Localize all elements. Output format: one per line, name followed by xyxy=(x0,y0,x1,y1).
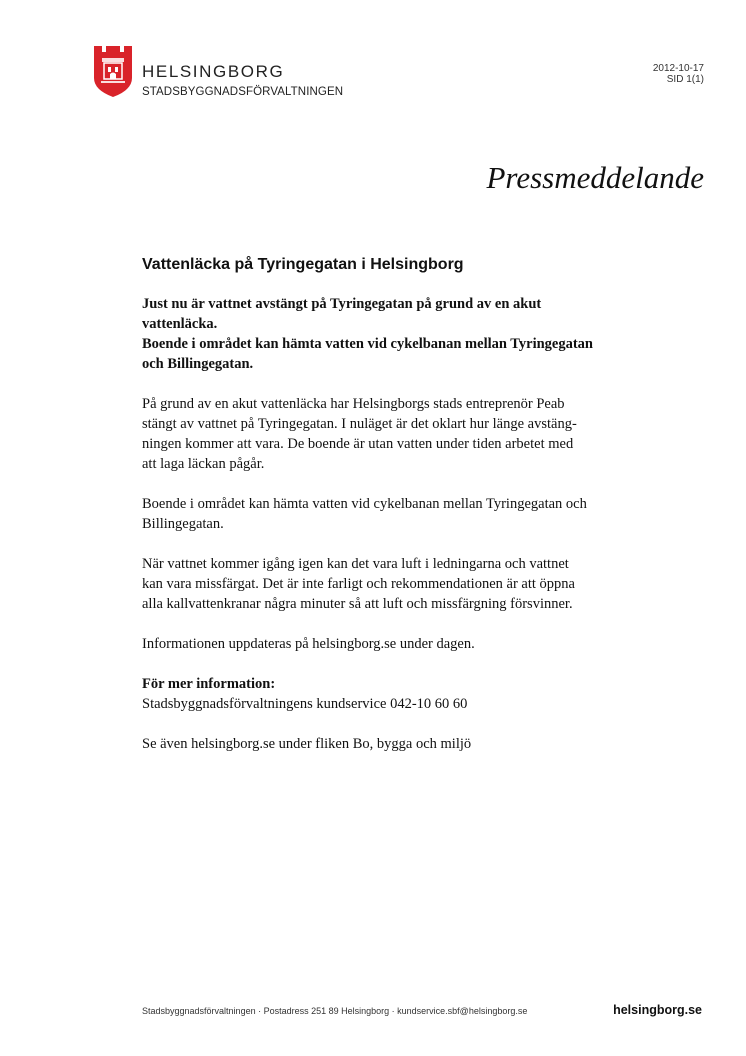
press-release-headline: Vattenläcka på Tyringegatan i Helsingborg xyxy=(142,256,464,273)
see-also: Se även helsingborg.se under fliken Bo, bygga och miljö xyxy=(142,736,472,752)
document-meta xyxy=(653,63,704,85)
text-line: ningen kommer att vara. De boende är utan vatten under tiden arbetet med xyxy=(142,436,574,452)
text-line: När vattnet kommer igång igen kan det vara luft i ledningarna och vattnet xyxy=(142,556,569,572)
text-line: Boende i området kan hämta vatten vid cykelbanan mellan Tyringegatan xyxy=(142,336,594,352)
text-line: och Billingegatan. xyxy=(142,356,254,372)
footer-website-link[interactable]: helsingborg.se xyxy=(613,1003,702,1017)
footer-address: Stadsbyggnadsförvaltningen · Postadress 251 89 Helsingborg · kundservice.sbf@helsingborg.se xyxy=(142,1006,528,1016)
paragraph-2 xyxy=(142,494,617,534)
paragraph-3 xyxy=(142,554,617,614)
paragraph-4: Informationen uppdateras på helsingborg.se under dagen. xyxy=(142,636,475,652)
text-line: Just nu är vattnet avstängt på Tyringegatan på grund av en akut vattenläcka. xyxy=(142,296,542,332)
text-line: Boende i området kan hämta vatten vid cykelbanan mellan Tyringegatan och xyxy=(142,496,587,512)
text-line: På grund av en akut vattenläcka har Helsingborgs stads entreprenör Peab xyxy=(142,396,565,412)
text-line: alla kallvattenkranar några minuter så att luft och missfärgning försvinner. xyxy=(142,596,573,612)
text-line: stängt av vattnet på Tyringegatan. I nuläget är det oklart hur länge avstäng- xyxy=(142,416,577,432)
press-release-body xyxy=(142,294,617,774)
org-name: HELSINGBORG xyxy=(142,62,285,81)
document-type-title: Pressmeddelande xyxy=(486,160,704,195)
text-line: kan vara missfärgat. Det är inte farligt och rekommendationen är att öppna xyxy=(142,576,575,592)
document-date: 2012-10-17 xyxy=(652,63,704,74)
contact-label: För mer information: xyxy=(142,676,276,692)
helsingborg-crest-icon xyxy=(92,44,134,98)
department-name: STADSBYGGNADSFÖRVALTNINGEN xyxy=(142,86,344,98)
text-line: Billingegatan. xyxy=(142,516,224,532)
page-number: SID 1(1) xyxy=(666,74,704,85)
contact-info xyxy=(142,674,617,714)
text-line: att laga läckan pågår. xyxy=(142,456,265,472)
lead-paragraph xyxy=(142,294,617,374)
contact-details: Stadsbyggnadsförvaltningens kundservice 042-10 60 60 xyxy=(142,696,468,712)
paragraph-1 xyxy=(142,394,617,474)
